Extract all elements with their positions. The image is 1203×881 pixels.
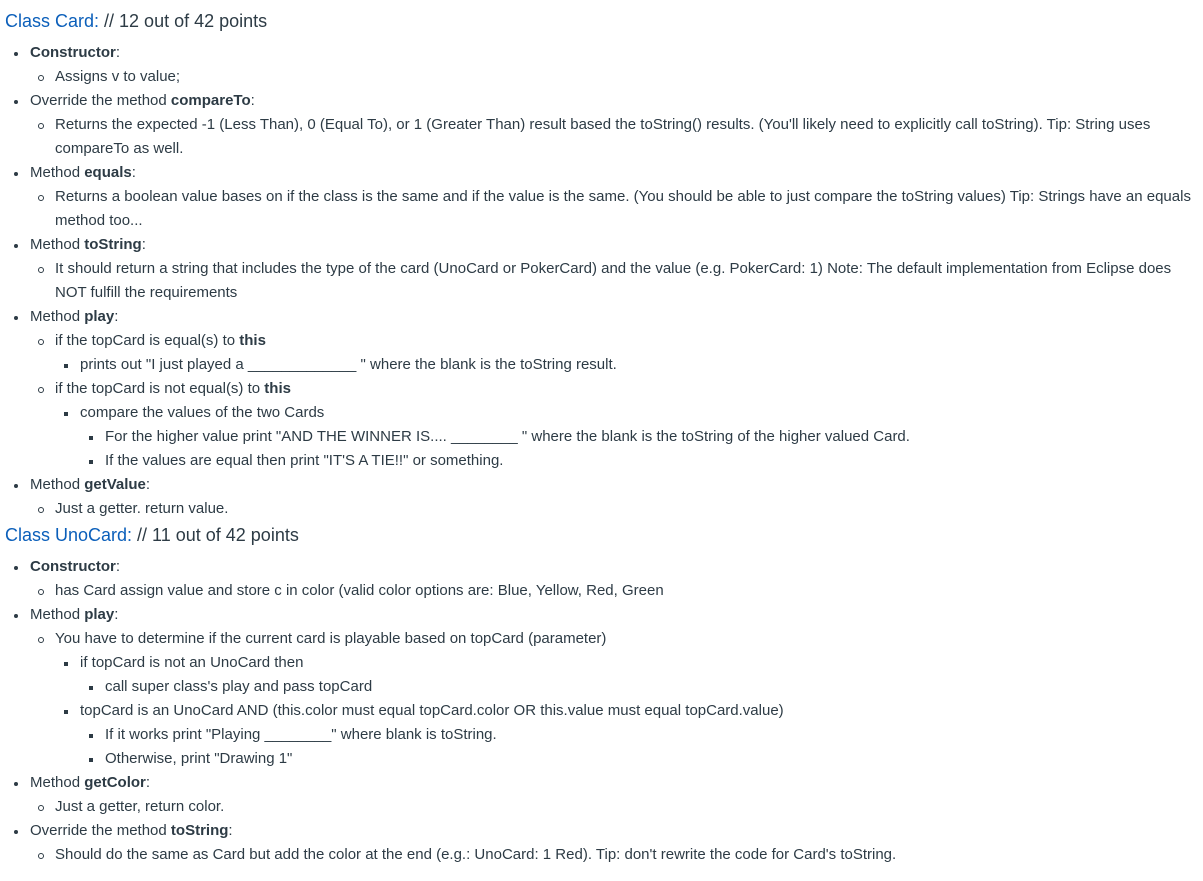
method-name-getValue: getValue	[84, 476, 146, 493]
square-bullet-icon	[87, 747, 101, 771]
list-item	[30, 65, 1203, 89]
circle-bullet-icon	[37, 795, 51, 819]
list-item: If it works print "Playing ________" where blank is toString.	[80, 723, 1203, 747]
card-points-comment: // 12 out of 42 points	[99, 11, 268, 31]
list-item: call super class's play and pass topCard	[80, 675, 1203, 699]
list-item	[30, 843, 1203, 867]
circle-bullet-icon	[37, 65, 51, 89]
list-item: if topCard is not an UnoCard then call super class's play and pass topCard	[55, 651, 1203, 699]
disc-bullet-icon	[12, 305, 26, 329]
disc-bullet-icon	[12, 819, 26, 843]
play-compare-desc: compare the values of the two Cards	[80, 404, 325, 421]
square-bullet-icon	[87, 723, 101, 747]
getColor-desc: Just a getter, return color.	[55, 798, 225, 815]
list-item	[30, 579, 1203, 603]
circle-bullet-icon	[37, 257, 51, 281]
circle-bullet-icon	[37, 497, 51, 521]
square-bullet-icon	[87, 449, 101, 473]
equals-desc: Returns a boolean value bases on if the class is the same and if the value is the same. (You should be able to just compare the toString values) Tip: Strings have an equals method too...	[55, 188, 1191, 229]
square-bullet-icon	[62, 353, 76, 377]
disc-bullet-icon	[12, 603, 26, 627]
method-name-toString: toString	[170, 822, 229, 839]
list-item: Override the method toString: Should do the same as Card but add the color at the end (e.g.: UnoCard: 1 Red). Tip: don't rewrite the code for Card's toString.	[5, 819, 1203, 867]
circle-bullet-icon	[37, 843, 51, 867]
square-bullet-icon	[87, 425, 101, 449]
list-item: Override the method compareTo: Returns the expected -1 (Less Than), 0 (Equal To), or 1 (Greater Than) result based the toString() results. (You'll likely need to explicitly call toString). Tip: String uses compareTo as well.	[5, 89, 1203, 161]
method-name-play: play	[84, 308, 115, 325]
list-item	[30, 257, 1203, 305]
disc-bullet-icon	[12, 41, 26, 65]
list-item: Method getColor: Just a getter, return color.	[5, 771, 1203, 819]
list-item: Constructor: Assigns v to value;	[5, 41, 1203, 89]
list-item	[30, 497, 1203, 521]
disc-bullet-icon	[12, 89, 26, 113]
list-item: Method getValue: Just a getter. return value.	[5, 473, 1203, 521]
method-name-compareTo: compareTo	[170, 92, 251, 109]
list-item: Method play: if the topCard is equal(s) to this prints out "I just played a _____________ " where the blank is the toString result. if the topCard is not equal(s) to this compare the values of the two Cards For the higher value print "AND THE WINNER IS.... ________ " where the blank is the toString of the higher valued Card. If the values are equal then print "IT'S A TIE!!" or something.	[5, 305, 1203, 473]
list-item: Otherwise, print "Drawing 1"	[80, 747, 1203, 771]
list-item	[55, 401, 1203, 473]
list-item	[30, 185, 1203, 233]
list-item: Constructor: has Card assign value and store c in color (valid color options are: Blue, Yellow, Red, Green	[5, 555, 1203, 603]
compareTo-desc: Returns the expected -1 (Less Than), 0 (Equal To), or 1 (Greater Than) result based the toString() results. (You'll likely need to explicitly call toString). Tip: String uses compareTo as well.	[55, 116, 1151, 157]
uno-class-heading	[5, 521, 1203, 549]
toString-desc: It should return a string that includes the type of the card (UnoCard or PokerCard) and the value (e.g. PokerCard: 1) Note: The default implementation from Eclipse does NOT fulfill the requirements	[55, 260, 1172, 301]
card-class-heading	[5, 7, 1203, 35]
uno-constructor-desc: has Card assign value and store c in color (valid color options are: Blue, Yellow, Red, Green	[55, 582, 664, 599]
list-item	[30, 795, 1203, 819]
list-item: If the values are equal then print "IT'S A TIE!!" or something.	[80, 449, 1203, 473]
method-name-getColor: getColor	[84, 774, 146, 791]
list-item: For the higher value print "AND THE WINNER IS.... ________ " where the blank is the toString of the higher valued Card.	[80, 425, 1203, 449]
disc-bullet-icon	[12, 771, 26, 795]
list-item: Method play: You have to determine if the current card is playable based on topCard (parameter) if topCard is not an UnoCard then call super class's play and pass topCard topCard is an UnoCard AND (this.color must equal topCard.color OR this.value must equal topCard.value) If it works print "Playing ________" where blank is toString. Otherwise, print "Drawing 1"	[5, 603, 1203, 771]
disc-bullet-icon	[12, 555, 26, 579]
uno-class-title: Class UnoCard:	[5, 525, 133, 545]
uno-points-comment: // 11 out of 42 points	[132, 525, 299, 545]
constructor-desc: Assigns v to value;	[55, 68, 181, 85]
play-equal-desc: prints out "I just played a _____________ " where the blank is the toString result.	[80, 356, 617, 373]
list-item	[55, 353, 1203, 377]
list-item: Method equals: Returns a boolean value bases on if the class is the same and if the value is the same. (You should be able to just compare the toString values) Tip: Strings have an equals method too...	[5, 161, 1203, 233]
method-name-equals: equals	[84, 164, 132, 181]
square-bullet-icon	[62, 401, 76, 425]
card-requirements-list	[5, 41, 1203, 521]
uno-toString-desc: Should do the same as Card but add the color at the end (e.g.: UnoCard: 1 Red). Tip: don't rewrite the code for Card's toString.	[55, 846, 897, 863]
disc-bullet-icon	[12, 473, 26, 497]
circle-bullet-icon	[37, 185, 51, 209]
circle-bullet-icon	[37, 113, 51, 137]
square-bullet-icon	[62, 699, 76, 723]
getValue-desc: Just a getter. return value.	[55, 500, 229, 517]
uno-play-desc: You have to determine if the current card is playable based on topCard (parameter)	[55, 630, 607, 647]
list-item: Method toString: It should return a string that includes the type of the card (UnoCard or PokerCard) and the value (e.g. PokerCard: 1) Note: The default implementation from Eclipse does NOT fulfill the requirements	[5, 233, 1203, 305]
list-item	[30, 627, 1203, 771]
square-bullet-icon	[62, 651, 76, 675]
circle-bullet-icon	[37, 329, 51, 353]
constructor-label: Constructor	[30, 44, 116, 61]
circle-bullet-icon	[37, 377, 51, 401]
constructor-label: Constructor	[30, 558, 116, 575]
list-item: if the topCard is not equal(s) to this compare the values of the two Cards For the higher value print "AND THE WINNER IS.... ________ " where the blank is the toString of the higher valued Card. If the values are equal then print "IT'S A TIE!!" or something.	[30, 377, 1203, 473]
list-item: topCard is an UnoCard AND (this.color must equal topCard.color OR this.value must equal topCard.value) If it works print "Playing ________" where blank is toString. Otherwise, print "Drawing 1"	[55, 699, 1203, 771]
list-item	[30, 113, 1203, 161]
disc-bullet-icon	[12, 161, 26, 185]
disc-bullet-icon	[12, 233, 26, 257]
list-item: if the topCard is equal(s) to this prints out "I just played a _____________ " where the blank is the toString result.	[30, 329, 1203, 377]
square-bullet-icon	[87, 675, 101, 699]
card-class-title: Class Card:	[5, 11, 100, 31]
method-name-toString: toString	[84, 236, 142, 253]
circle-bullet-icon	[37, 579, 51, 603]
circle-bullet-icon	[37, 627, 51, 651]
method-name-play: play	[84, 606, 115, 623]
uno-requirements-list	[5, 555, 1203, 867]
